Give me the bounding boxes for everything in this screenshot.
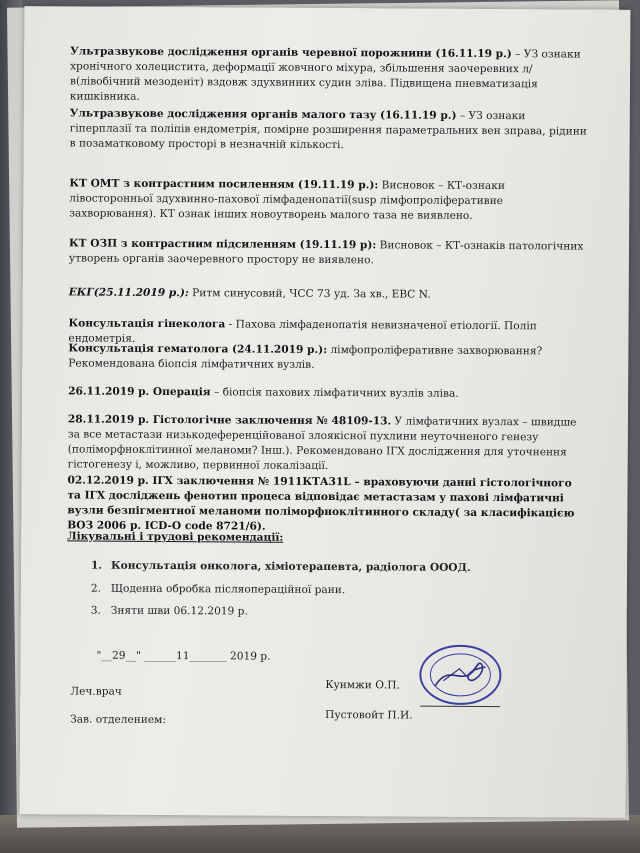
ecg-text: Ритм синусовий, ЧСС 73 уд. За хв., ЕВС N. — [188, 287, 431, 301]
histology-section — [68, 412, 588, 475]
recommendation-item — [91, 583, 345, 597]
head-label: Зав. отделением: — [70, 713, 167, 727]
recommendation-number: 2. — [90, 582, 102, 595]
recommendation-text: Консультація онколога, хіміотерапевта, радіолога ОООД. — [111, 559, 471, 574]
head-name: Пустовойт П.И. — [325, 709, 413, 722]
ct-ozp-section — [69, 236, 589, 269]
ultrasound-pelvis-heading: Ультразвукове дослідження органів малого тазу (16.11.19 р.) — [69, 107, 457, 122]
date-line: "__29__" ______11_______ 2019 р. — [96, 649, 271, 663]
ecg-section — [69, 285, 589, 303]
histology-text: У лімфатичних вузлах – швидше за все метастази низькодеференційованої злоякісної пухлини неуточненого генезу (поліморфноклітинної меланоми? Інш.). Рекомендовано ІГХ дослідження для уточнення гістогенезу і, можливо, первинної локалізації. — [67, 415, 577, 473]
recommendation-text: Зняти шви 06.12.2019 р. — [110, 604, 248, 618]
ultrasound-abdomen-text: – УЗ ознаки хронічного холецистита, деформації жовчного міхура, збільшення заочеревних л/в(лівобічний мезоденіт) вздовж здухвинних судин зліва. Підвищена пневматизація кишківника. — [69, 48, 581, 103]
ultrasound-pelvis-section — [70, 106, 590, 154]
ihc-heading: ІГХ заключення № 1911КТА31L — [148, 474, 351, 489]
clinic-stamp-icon — [415, 641, 505, 710]
recommendation-text: Щоденна обробка післяопераційної рани. — [110, 582, 346, 597]
ct-omt-heading: КТ ОМТ з контрастним посиленням (19.11.19 р.): — [69, 177, 379, 192]
ct-ozp-text: Висновок – КТ-ознаків патологічних утворень органів заочеревного простору не виявлено. — [68, 239, 584, 267]
ct-omt-text: Висновок – КТ-ознаки лівосторонньої здухвинно-пахової лімфаденопатії(susp лімфопроліферативне захворювання). КТ ознак інших новоутворень малого таза не виявлено. — [69, 179, 505, 222]
ct-omt-section — [69, 176, 589, 224]
doctor-name: Кунмжи О.П. — [325, 679, 400, 692]
ultrasound-abdomen-section — [70, 44, 590, 107]
gynecologist-text: - Пахова лімфаденопатія невизначеної етіології. Поліп ендометрія. — [68, 318, 537, 345]
recommendation-number: 1. — [91, 559, 103, 572]
document-page — [20, 6, 631, 818]
ultrasound-abdomen-heading: Ультразвукове дослідження органів черевної порожнини (16.11.19 р.) — [70, 45, 512, 61]
hematologist-heading: Консультація гематолога (24.11.2019 р.): — [68, 342, 328, 357]
ultrasound-pelvis-text: – УЗ ознаки гіперплазії та поліпів ендометрія, помірне розширення параметральних вен зправа, рідини в позаматковому просторі в незначній кількості. — [69, 109, 587, 152]
gynecologist-heading: Консультація гінеколога — [68, 317, 226, 331]
recommendation-item — [91, 560, 471, 574]
ihc-date: 02.12.2019 р. — [67, 474, 149, 487]
doctor-label: Леч.врач — [70, 685, 122, 698]
ihc-section — [67, 473, 587, 536]
recommendation-item — [91, 605, 248, 618]
operation-section — [68, 384, 588, 402]
operation-text: – біопсія пахових лімфатичних вузлів зліва. — [210, 386, 459, 400]
hematologist-text: лімфопроліферативне захворювання? Рекомендована біопсія лімфатичних вузлів. — [68, 344, 543, 371]
ihc-text: – враховуючи данні гістологічного та ІГХ досліджень фенотип процеса відповідає метастазам у пахові лімфатичні вузли безпігментної меланоми поліморфноклітинного складу( за класифікацією ВОЗ 2006 р. ICD-O code 8721/6). — [67, 476, 575, 533]
recommendations-title: Лікувальні і трудові рекомендації: — [67, 530, 284, 544]
histology-heading: 28.11.2019 р. Гістологічне заключення № 48109-13. — [67, 413, 392, 428]
hematologist-section — [68, 341, 588, 374]
operation-heading: 26.11.2019 р. Операція — [68, 385, 211, 399]
recommendation-number: 3. — [90, 604, 101, 617]
ecg-heading: ЕКГ(25.11.2019 р.): — [68, 286, 189, 300]
ct-ozp-heading: КТ ОЗП з контрастним підсиленням (19.11.19 р): — [68, 237, 377, 252]
